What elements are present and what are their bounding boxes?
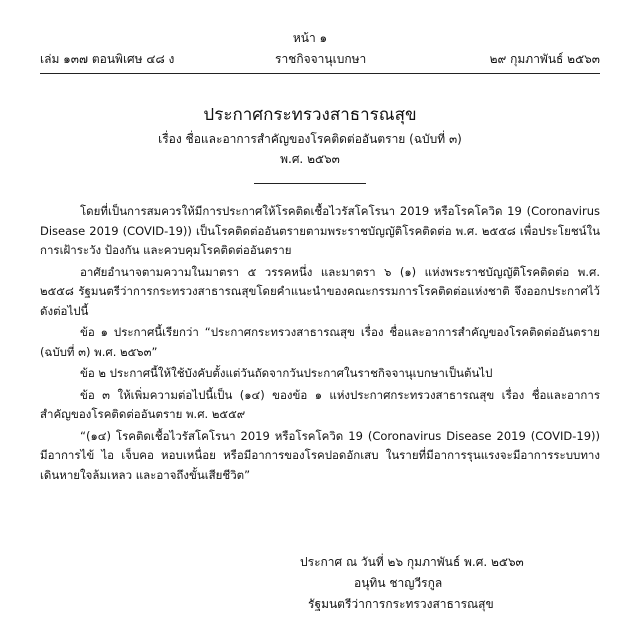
publication-date: ๒๙ กุมภาพันธ์ ๒๕๖๓ bbox=[489, 52, 600, 66]
publication-name: ราชกิจจานุเบกษา bbox=[275, 52, 367, 66]
signature-block bbox=[300, 552, 540, 615]
header-divider bbox=[40, 73, 600, 74]
paragraph-clause-1: ข้อ ๑ ประกาศนี้เรียกว่า “ประกาศกระทรวงสาธารณสุข เรื่อง ชื่อและอาการสำคัญของโรคติดต่ออันตราย (ฉบับที่ ๓) พ.ศ. ๒๕๖๓” bbox=[40, 325, 600, 359]
announcement-body bbox=[40, 202, 600, 487]
announced-date: ประกาศ ณ วันที่ ๒๖ กุมภาพันธ์ พ.ศ. ๒๕๖๓ bbox=[300, 555, 524, 569]
gazette-header bbox=[40, 50, 600, 68]
signatory-position: รัฐมนตรีว่าการกระทรวงสาธารณสุข bbox=[308, 597, 494, 611]
volume-issue: เล่ม ๑๓๗ ตอนพิเศษ ๔๘ ง bbox=[40, 52, 175, 66]
announcement-title: ประกาศกระทรวงสาธารณสุข bbox=[203, 105, 417, 125]
paragraph-preamble: โดยที่เป็นการสมควรให้มีการประกาศให้โรคติดเชื้อไวรัสโคโรนา 2019 หรือโรคโควิด 19 (Coronavirus Disease 2019 (COVID-19)) เป็นโรคติดต่ออันตรายตามพระราชบัญญัติโรคติดต่อ พ.ศ. ๒๕๕๘ เพื่อประโยชน์ในการเฝ้าระวัง ป้องกัน และควบคุมโรคติดต่ออันตราย bbox=[40, 204, 600, 257]
paragraph-disease-definition: “(๑๔) โรคติดเชื้อไวรัสโคโรนา 2019 หรือโรคโควิด 19 (Coronavirus Disease 2019 (COVID-19)) มีอาการไข้ ไอ เจ็บคอ หอบเหนื่อย หรือมีอาการของโรคปอดอักเสบ ในรายที่มีอาการรุนแรงจะมีอาการระบบทางเดินหายใจล้มเหลว และอาจถึงขั้นเสียชีวิต” bbox=[40, 428, 600, 482]
announcement-year: พ.ศ. ๒๕๖๓ bbox=[280, 152, 340, 166]
title-divider bbox=[254, 183, 366, 184]
paragraph-authority: อาศัยอำนาจตามความในมาตรา ๕ วรรคหนึ่ง และมาตรา ๖ (๑) แห่งพระราชบัญญัติโรคติดต่อ พ.ศ. ๒๕๕๘ รัฐมนตรีว่าการกระทรวงสาธารณสุขโดยคำแนะนำของคณะกรรมการโรคติดต่อแห่งชาติ จึงออกประกาศไว้ ดังต่อไปนี้ bbox=[40, 264, 600, 318]
page-number: หน้า ๑ bbox=[292, 31, 328, 45]
announcement-subject: เรื่อง ชื่อและอาการสำคัญของโรคติดต่ออันตราย (ฉบับที่ ๓) bbox=[158, 132, 462, 146]
paragraph-clause-3: ข้อ ๓ ให้เพิ่มความต่อไปนี้เป็น (๑๔) ของข้อ ๑ แห่งประกาศกระทรวงสาธารณสุข เรื่อง ชื่อและอาการสำคัญของโรคติดต่ออันตราย พ.ศ. ๒๕๕๙ bbox=[40, 387, 600, 421]
paragraph-clause-2: ข้อ ๒ ประกาศนี้ให้ใช้บังคับตั้งแต่วันถัดจากวันประกาศในราชกิจจานุเบกษาเป็นต้นไป bbox=[80, 366, 493, 380]
signatory-name: อนุทิน ชาญวีรกูล bbox=[354, 576, 443, 590]
